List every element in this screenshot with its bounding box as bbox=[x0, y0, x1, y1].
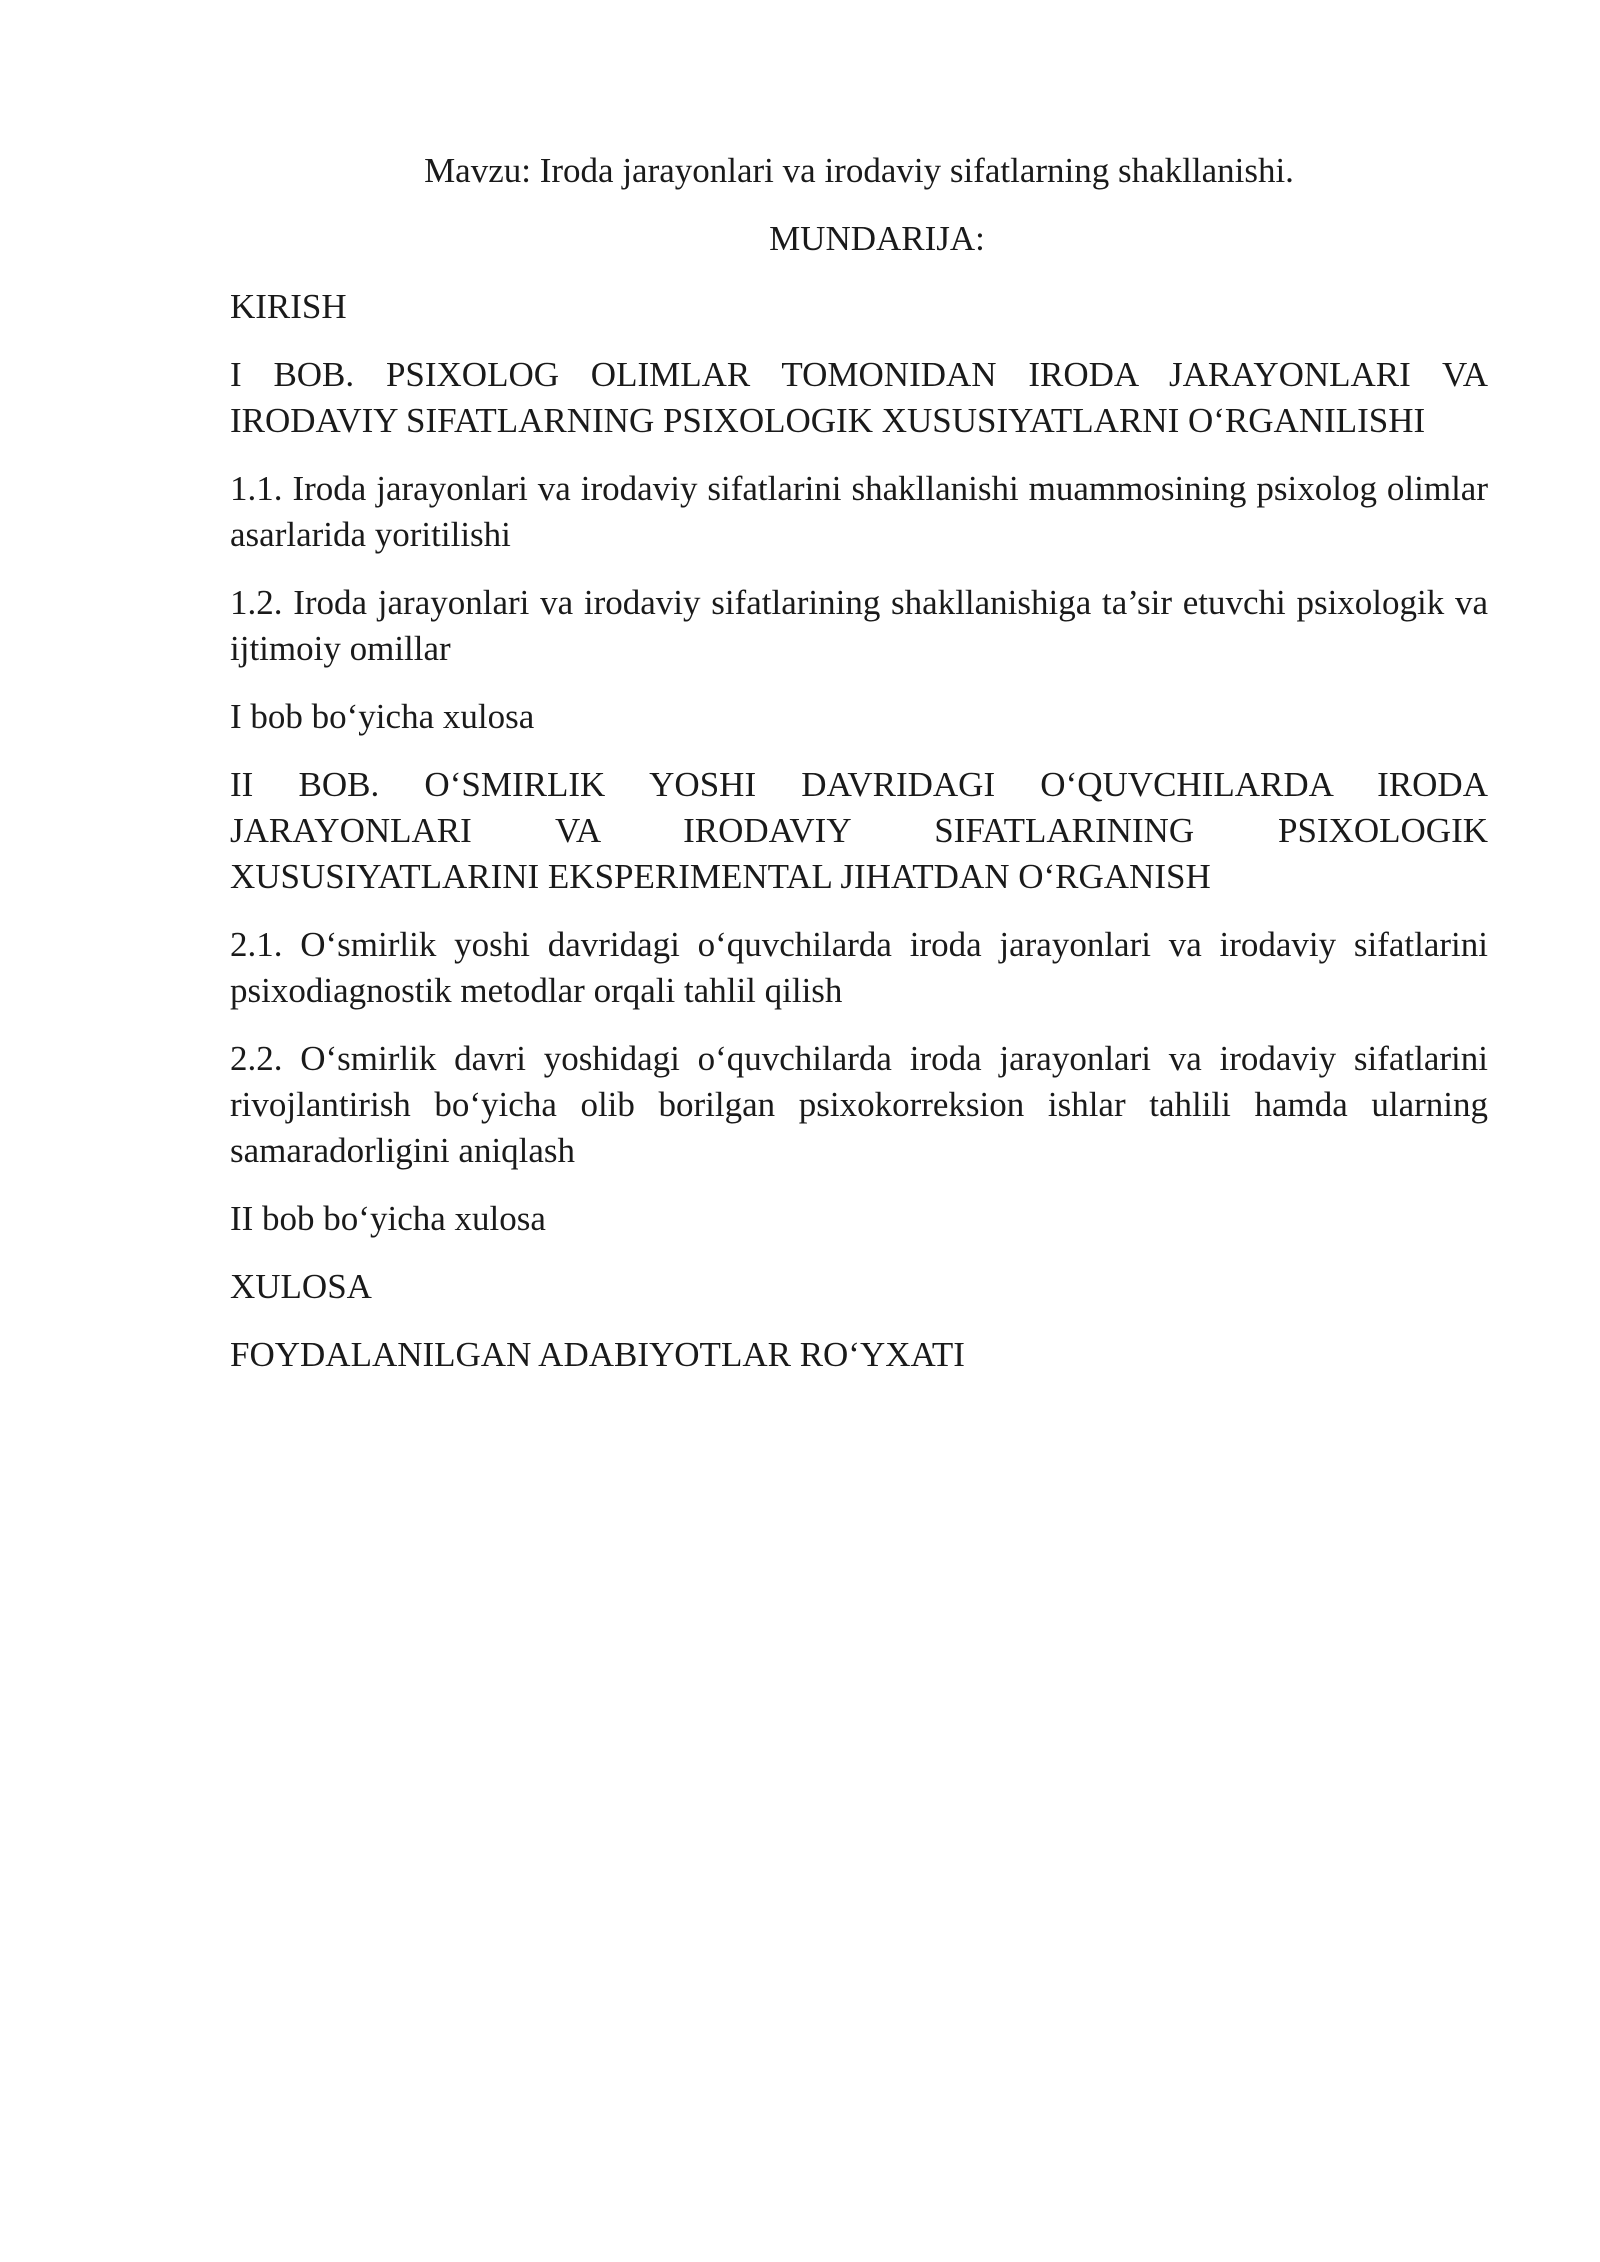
toc-entry-chapter-1-conclusion: I bob bo‘yicha xulosa bbox=[230, 697, 535, 736]
toc-heading: MUNDARIJA: bbox=[769, 219, 985, 258]
document-title: Mavzu: Iroda jarayonlari va irodaviy sifatlarning shakllanishi. bbox=[424, 151, 1294, 190]
toc-entry-references: FOYDALANILGAN ADABIYOTLAR RO‘YXATI bbox=[230, 1335, 965, 1374]
toc-entry-chapter-1: I BOB. PSIXOLOG OLIMLAR TOMONIDAN IRODA JARAYONLARI VA IRODAVIY SIFATLARNING PSIXOLOGIK XUSUSIYATLARNI O‘RGANILISHI bbox=[230, 355, 1488, 440]
toc-entry-chapter-2: II BOB. O‘SMIRLIK YOSHI DAVRIDAGI O‘QUVCHILARDA IRODA JARAYONLARI VA IRODAVIY SIFATLARINING PSIXOLOGIK XUSUSIYATLARINI EKSPERIMENTAL JIHATDAN O‘RGANISH bbox=[230, 765, 1488, 896]
toc-entry-section-1-2: 1.2. Iroda jarayonlari va irodaviy sifatlarining shakllanishiga ta’sir etuvchi psixologik va ijtimoiy omillar bbox=[230, 583, 1488, 668]
toc-entry-chapter-2-conclusion: II bob bo‘yicha xulosa bbox=[230, 1199, 546, 1238]
table-of-contents bbox=[230, 284, 1488, 1378]
page-content bbox=[230, 148, 1488, 1400]
toc-entry-introduction: KIRISH bbox=[230, 287, 347, 326]
toc-entry-section-2-2: 2.2. O‘smirlik davri yoshidagi o‘quvchilarda iroda jarayonlari va irodaviy sifatlarini rivojlantirish bo‘yicha olib borilgan psixokorreksion ishlar tahlili hamda ularning samaradorligini aniqlash bbox=[230, 1039, 1488, 1170]
toc-entry-section-2-1: 2.1. O‘smirlik yoshi davridagi o‘quvchilarda iroda jarayonlari va irodaviy sifatlarini psixodiagnostik metodlar orqali tahlil qilish bbox=[230, 925, 1488, 1010]
toc-entry-conclusion: XULOSA bbox=[230, 1267, 372, 1306]
toc-entry-section-1-1: 1.1. Iroda jarayonlari va irodaviy sifatlarini shakllanishi muammosining psixolog olimlar asarlarida yoritilishi bbox=[230, 469, 1488, 554]
